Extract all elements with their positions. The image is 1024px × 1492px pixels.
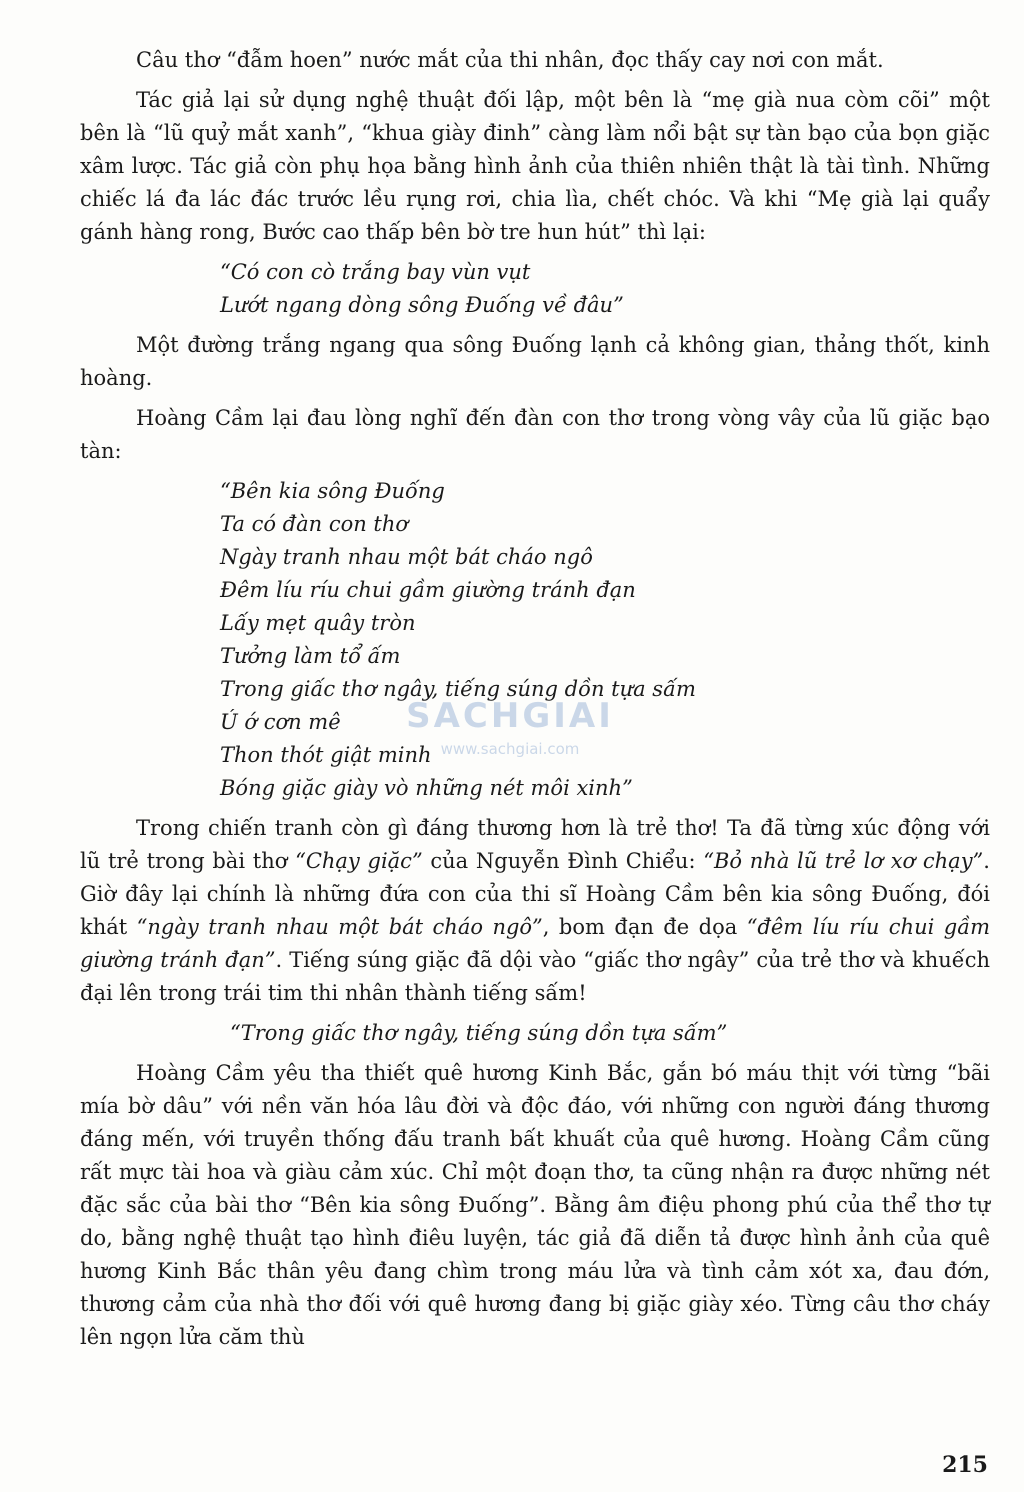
poem-line: Ú ớ cơn mê: [220, 710, 341, 734]
poem-line: Tưởng làm tổ ấm: [220, 644, 401, 668]
poem-line: Ta có đàn con thơ: [220, 512, 409, 536]
poem-line: Lấy mẹt quây tròn: [220, 611, 416, 635]
poem-line: Bóng giặc giày vò những nét môi xinh”: [220, 776, 633, 800]
paragraph-3: Một đường trắng ngang qua sông Đuống lạnh cả không gian, thảng thốt, kinh hoàng.: [80, 333, 990, 390]
poem-quote-1: [80, 256, 990, 322]
paragraph-5-quote: “Chạy giặc”: [295, 849, 423, 873]
watermark-logo: SACHGIAI: [406, 696, 614, 736]
paragraph-2: Tác giả lại sử dụng nghệ thuật đối lập, một bên là “mẹ già nua còm cõi” một bên là “lũ quỷ mắt xanh”, “khua giày đinh” càng làm nổi bật sự tàn bạo của bọn giặc xâm lược. Tác giả còn phụ họa bằng hình ảnh của thiên nhiên thật là tài tình. Những chiếc lá đa lác đác trước lều rụng rơi, chia lìa, chết chóc. Và khi “Mẹ già lại quẩy gánh hàng rong, Bước cao thấp bên bờ tre hun hút” thì lại:: [80, 88, 990, 244]
page-content: [80, 44, 990, 1361]
paragraph-5-text: của Nguyễn Đình Chiểu:: [422, 849, 704, 873]
paragraph-5-text: . Tiếng súng giặc đã dội vào “giấc thơ ngây” của trẻ thơ và khuếch đại lên trong trái tim thi nhân thành tiếng sấm!: [80, 948, 990, 1005]
poem-quote-2: [80, 475, 990, 805]
poem-line: “Bên kia sông Đuống: [220, 479, 445, 503]
poem-line: “Có con cò trắng bay vùn vụt: [220, 260, 531, 284]
paragraph-5-text: , bom đạn đe dọa: [542, 915, 747, 939]
paragraph-4: Hoàng Cầm lại đau lòng nghĩ đến đàn con thơ trong vòng vây của lũ giặc bạo tàn:: [80, 406, 990, 463]
poem-line: Lướt ngang dòng sông Đuống về đâu”: [220, 293, 624, 317]
poem-line: Trong giấc thơ ngây, tiếng súng dồn tựa sấm: [220, 677, 696, 701]
poem-line: Thon thót giật minh: [220, 743, 432, 767]
poem-quote-3: “Trong giấc thơ ngây, tiếng súng dồn tựa sấm”: [230, 1021, 728, 1045]
paragraph-5-quote: “Bỏ nhà lũ trẻ lơ xơ chạy”: [703, 849, 984, 873]
paragraph-5-text: Trong chiến tranh còn gì đáng thương hơn là trẻ thơ! Ta đã từng xúc động với lũ trẻ trong bài thơ: [80, 816, 990, 873]
watermark-url: www.sachgiai.com: [440, 740, 580, 758]
poem-line: Ngày tranh nhau một bát cháo ngô: [220, 545, 593, 569]
paragraph-5-quote: “ngày tranh nhau một bát cháo ngô”: [136, 915, 543, 939]
paragraph-5: [80, 812, 990, 1010]
paragraph-5-quote: “đêm líu ríu chui gầm giường tránh đạn”: [80, 915, 990, 972]
page-number: 215: [942, 1452, 988, 1478]
paragraph-5-text: . Giờ đây lại chính là những đứa con của thi sĩ Hoàng Cầm bên kia sông Đuống, đói khát: [80, 849, 990, 939]
paragraph-6: Hoàng Cầm yêu tha thiết quê hương Kinh Bắc, gắn bó máu thịt với từng “bãi mía bờ dâu” với nền văn hóa lâu đời và độc đáo, với những con người đáng thương đáng mến, với truyền thống đấu tranh bất khuất của quê hương. Hoàng Cầm cũng rất mực tài hoa và giàu cảm xúc. Chỉ một đoạn thơ, ta cũng nhận ra được những nét đặc sắc của bài thơ “Bên kia sông Đuống”. Bằng âm điệu phong phú của thể thơ tự do, bằng nghệ thuật tạo hình điêu luyện, tác giả đã diễn tả được hình ảnh của quê hương Kinh Bắc thân yêu đang chìm trong máu lửa và tình cảm xót xa, đau đớn, thương cảm của nhà thơ đối với quê hương đang bị giặc giày xéo. Từng câu thơ cháy lên ngọn lửa căm thù: [80, 1061, 990, 1349]
paragraph-1: Câu thơ “đẫm hoen” nước mắt của thi nhân, đọc thấy cay nơi con mắt.: [136, 48, 884, 72]
poem-line: Đêm líu ríu chui gầm giường tránh đạn: [220, 578, 636, 602]
